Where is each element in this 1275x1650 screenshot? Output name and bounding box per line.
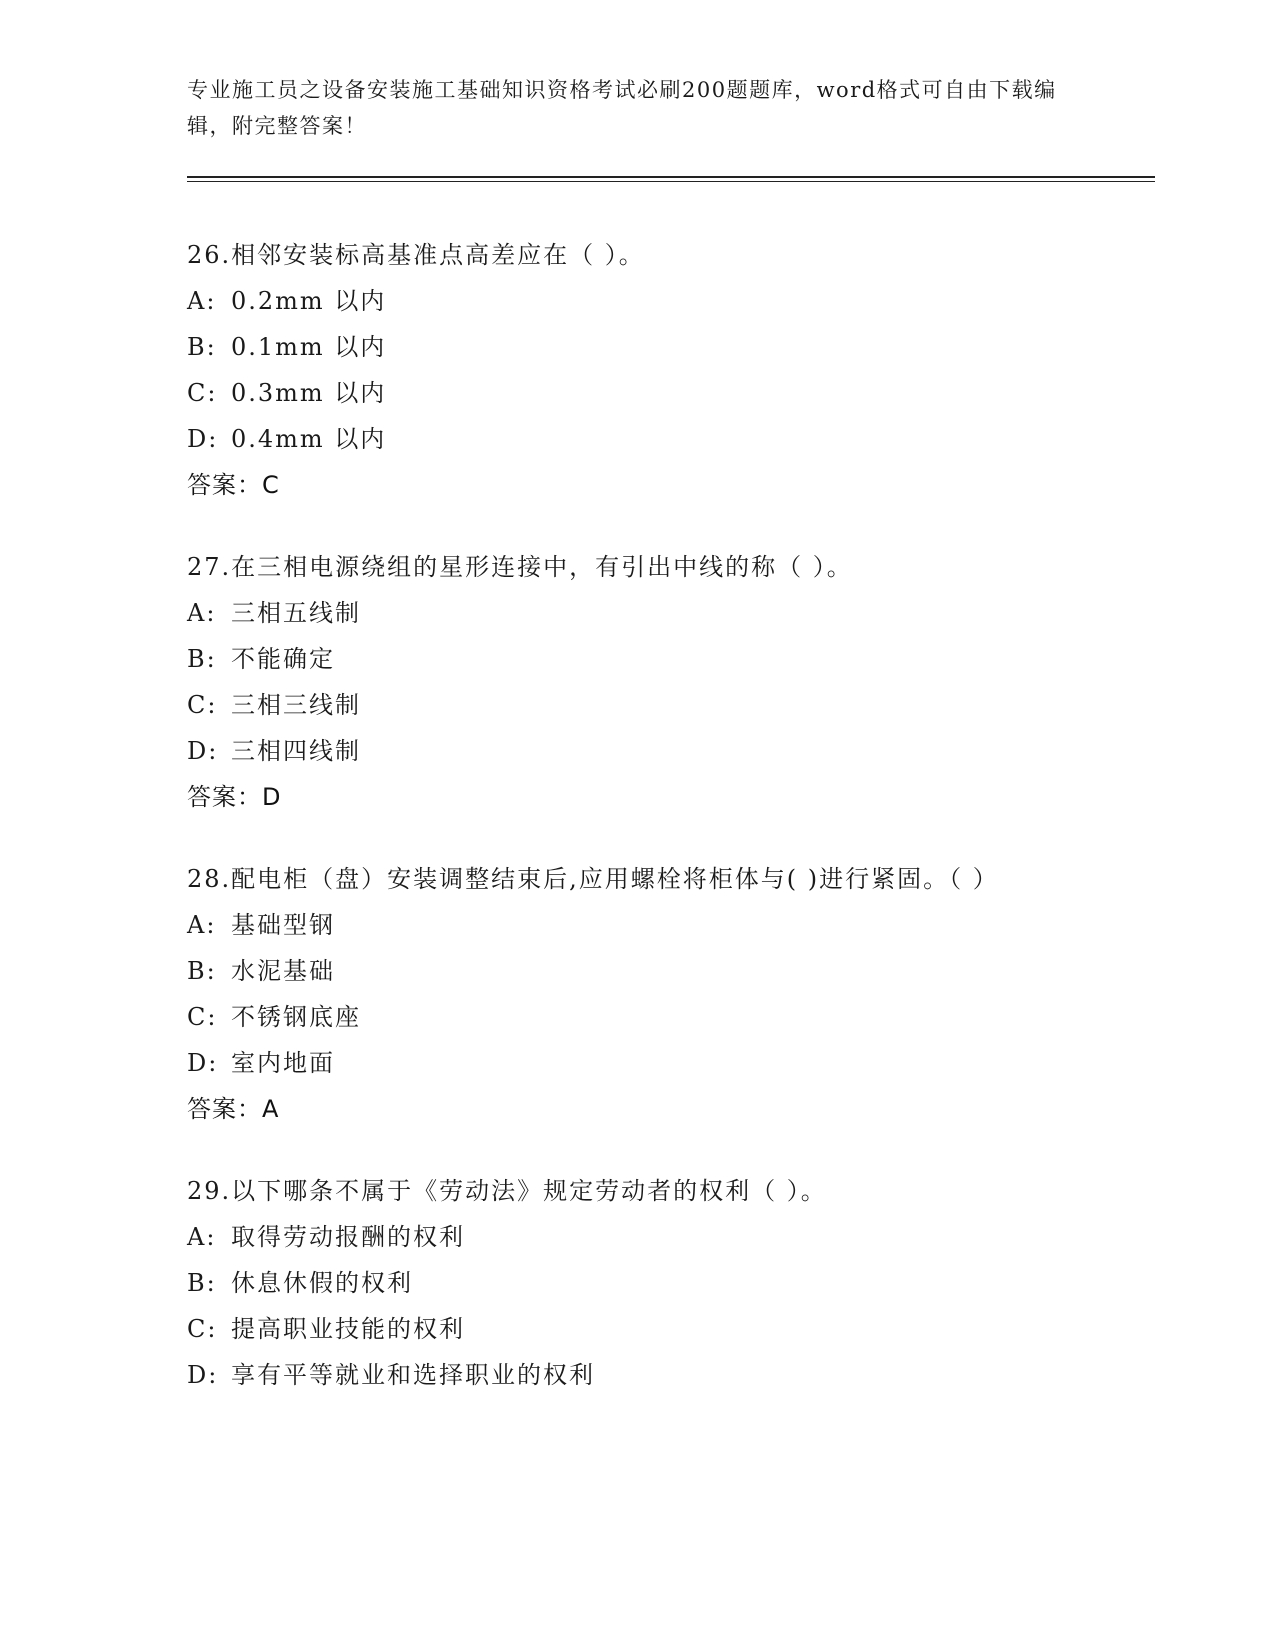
option-key: B: [187,645,217,673]
option-c [187,682,1087,728]
question-number: 28. [187,865,232,893]
option-c [187,370,1087,416]
question-text: 相邻安装标高基准点高差应在（ ）。 [231,241,645,269]
option-text: 享有平等就业和选择职业的权利 [231,1361,595,1389]
answer-line: 答案：C [187,471,280,499]
option-text: 0.4mm 以内 [231,425,387,453]
option-key: C: [187,691,218,719]
option-key: C: [187,1315,218,1343]
question-29 [187,1168,1087,1398]
option-key: A: [187,599,217,627]
option-key: B: [187,957,217,985]
option-a [187,1214,1087,1260]
question-text: 以下哪条不属于《劳动法》规定劳动者的权利（ ）。 [231,1177,827,1205]
question-number: 29. [187,1177,232,1205]
question-26 [187,232,1087,508]
option-text: 基础型钢 [231,911,335,939]
question-text: 在三相电源绕组的星形连接中，有引出中线的称（ ）。 [231,553,853,581]
option-key: A: [187,1223,217,1251]
option-text: 三相四线制 [231,737,361,765]
option-text: 不能确定 [231,645,335,673]
header-divider-thick [187,176,1155,178]
option-text: 水泥基础 [231,957,335,985]
option-key: D: [187,1361,219,1389]
option-key: D: [187,425,219,453]
option-text: 三相五线制 [231,599,361,627]
question-list [187,232,1087,1434]
option-text: 取得劳动报酬的权利 [231,1223,465,1251]
question-stem [187,544,1087,590]
option-key: B: [187,1269,217,1297]
option-key: B: [187,333,217,361]
option-text: 提高职业技能的权利 [231,1315,465,1343]
option-d [187,416,1087,462]
answer-line: 答案：D [187,783,282,811]
question-stem [187,856,1087,902]
question-number: 27. [187,553,232,581]
answer-line: 答案：A [187,1095,280,1123]
option-d [187,728,1087,774]
question-stem [187,1168,1087,1214]
option-key: C: [187,379,218,407]
option-key: D: [187,737,219,765]
option-text: 0.1mm 以内 [231,333,387,361]
option-text: 室内地面 [231,1049,335,1077]
option-text: 三相三线制 [231,691,361,719]
question-stem [187,232,1087,278]
option-c [187,1306,1087,1352]
option-b [187,636,1087,682]
question-28 [187,856,1087,1132]
option-text: 不锈钢底座 [231,1003,361,1031]
option-a [187,590,1087,636]
option-key: A: [187,911,217,939]
option-key: D: [187,1049,219,1077]
option-text: 0.3mm 以内 [231,379,387,407]
option-key: A: [187,287,217,315]
option-a [187,902,1087,948]
question-27 [187,544,1087,820]
document-header: 专业施工员之设备安装施工基础知识资格考试必刷200题题库，word格式可自由下载编辑，附完整答案！ [187,78,1057,138]
option-text: 0.2mm 以内 [231,287,387,315]
option-c [187,994,1087,1040]
option-key: C: [187,1003,218,1031]
option-b [187,324,1087,370]
question-text: 配电柜（盘）安装调整结束后,应用螺栓将柜体与( )进行紧固。（ ） [231,865,999,893]
option-b [187,948,1087,994]
option-a [187,278,1087,324]
header-divider-thin [187,181,1155,182]
option-b [187,1260,1087,1306]
option-text: 休息休假的权利 [231,1269,413,1297]
question-number: 26. [187,241,232,269]
option-d [187,1352,1087,1398]
option-d [187,1040,1087,1086]
